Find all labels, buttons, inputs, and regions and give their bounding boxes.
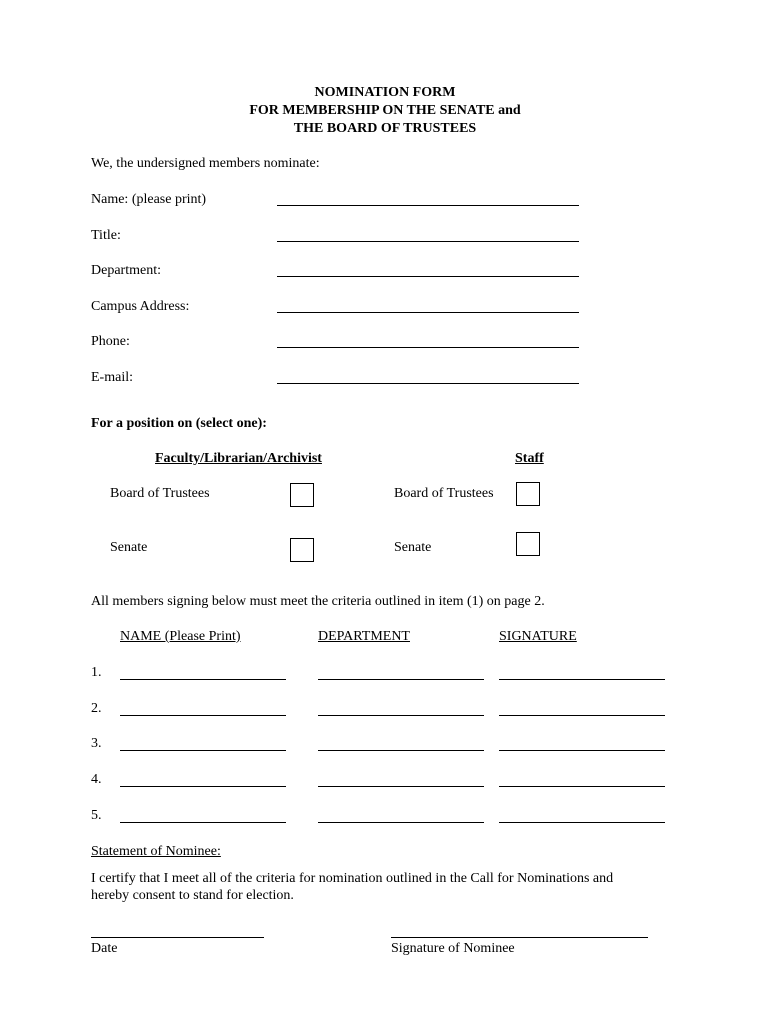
row-number: 4. bbox=[91, 772, 102, 787]
criteria-note: All members signing below must meet the criteria outlined in item (1) on page 2. bbox=[91, 594, 545, 609]
signer-3-department-line[interactable] bbox=[318, 750, 484, 751]
column-department-header: DEPARTMENT bbox=[318, 629, 410, 644]
signer-1-signature-line[interactable] bbox=[499, 679, 665, 680]
statement-line-1: I certify that I meet all of the criteria for nomination outlined in the Call for Nominations and bbox=[91, 871, 614, 886]
field-line-email[interactable] bbox=[277, 383, 579, 384]
statement-line-2: hereby consent to stand for election. bbox=[91, 888, 294, 903]
faculty-board-checkbox[interactable] bbox=[290, 483, 314, 507]
signer-4-name-line[interactable] bbox=[120, 786, 286, 787]
signer-5-name-line[interactable] bbox=[120, 822, 286, 823]
signer-2-signature-line[interactable] bbox=[499, 715, 665, 716]
signer-1-name-line[interactable] bbox=[120, 679, 286, 680]
signer-1-department-line[interactable] bbox=[318, 679, 484, 680]
form-subtitle-2: THE BOARD OF TRUSTEES bbox=[293, 121, 477, 136]
signer-4-department-line[interactable] bbox=[318, 786, 484, 787]
nominee-signature-line[interactable] bbox=[391, 937, 648, 938]
field-line-phone[interactable] bbox=[277, 347, 579, 348]
field-label-email: E-mail: bbox=[91, 370, 133, 385]
field-line-campus-address[interactable] bbox=[277, 312, 579, 313]
staff-option-board: Board of Trustees bbox=[394, 486, 494, 501]
field-label-phone: Phone: bbox=[91, 334, 130, 349]
position-heading: For a position on (select one): bbox=[91, 416, 267, 431]
staff-senate-checkbox[interactable] bbox=[516, 532, 540, 556]
signer-4-signature-line[interactable] bbox=[499, 786, 665, 787]
nominee-signature-label: Signature of Nominee bbox=[391, 941, 515, 956]
faculty-option-senate: Senate bbox=[110, 540, 148, 555]
column-signature-header: SIGNATURE bbox=[499, 629, 577, 644]
signer-3-name-line[interactable] bbox=[120, 750, 286, 751]
field-line-title[interactable] bbox=[277, 241, 579, 242]
column-name-header: NAME (Please Print) bbox=[120, 629, 241, 644]
staff-option-senate: Senate bbox=[394, 540, 432, 555]
date-line[interactable] bbox=[91, 937, 264, 938]
field-line-department[interactable] bbox=[277, 276, 579, 277]
faculty-heading: Faculty/Librarian/Archivist bbox=[155, 451, 322, 466]
intro-text: We, the undersigned members nominate: bbox=[91, 156, 320, 171]
signer-2-name-line[interactable] bbox=[120, 715, 286, 716]
date-label: Date bbox=[91, 941, 118, 956]
faculty-senate-checkbox[interactable] bbox=[290, 538, 314, 562]
signer-2-department-line[interactable] bbox=[318, 715, 484, 716]
field-label-campus-address: Campus Address: bbox=[91, 299, 190, 314]
row-number: 3. bbox=[91, 736, 102, 751]
field-label-department: Department: bbox=[91, 263, 161, 278]
field-label-name: Name: (please print) bbox=[91, 192, 207, 207]
signer-3-signature-line[interactable] bbox=[499, 750, 665, 751]
row-number: 1. bbox=[91, 665, 102, 680]
signer-5-department-line[interactable] bbox=[318, 822, 484, 823]
field-line-name[interactable] bbox=[277, 205, 579, 206]
row-number: 2. bbox=[91, 701, 102, 716]
form-title: NOMINATION FORM bbox=[314, 85, 456, 100]
form-subtitle-1: FOR MEMBERSHIP ON THE SENATE and bbox=[249, 103, 521, 118]
row-number: 5. bbox=[91, 808, 102, 823]
statement-heading: Statement of Nominee: bbox=[91, 844, 221, 859]
field-label-title: Title: bbox=[91, 228, 121, 243]
staff-heading: Staff bbox=[515, 451, 544, 466]
signer-5-signature-line[interactable] bbox=[499, 822, 665, 823]
staff-board-checkbox[interactable] bbox=[516, 482, 540, 506]
faculty-option-board: Board of Trustees bbox=[110, 486, 210, 501]
